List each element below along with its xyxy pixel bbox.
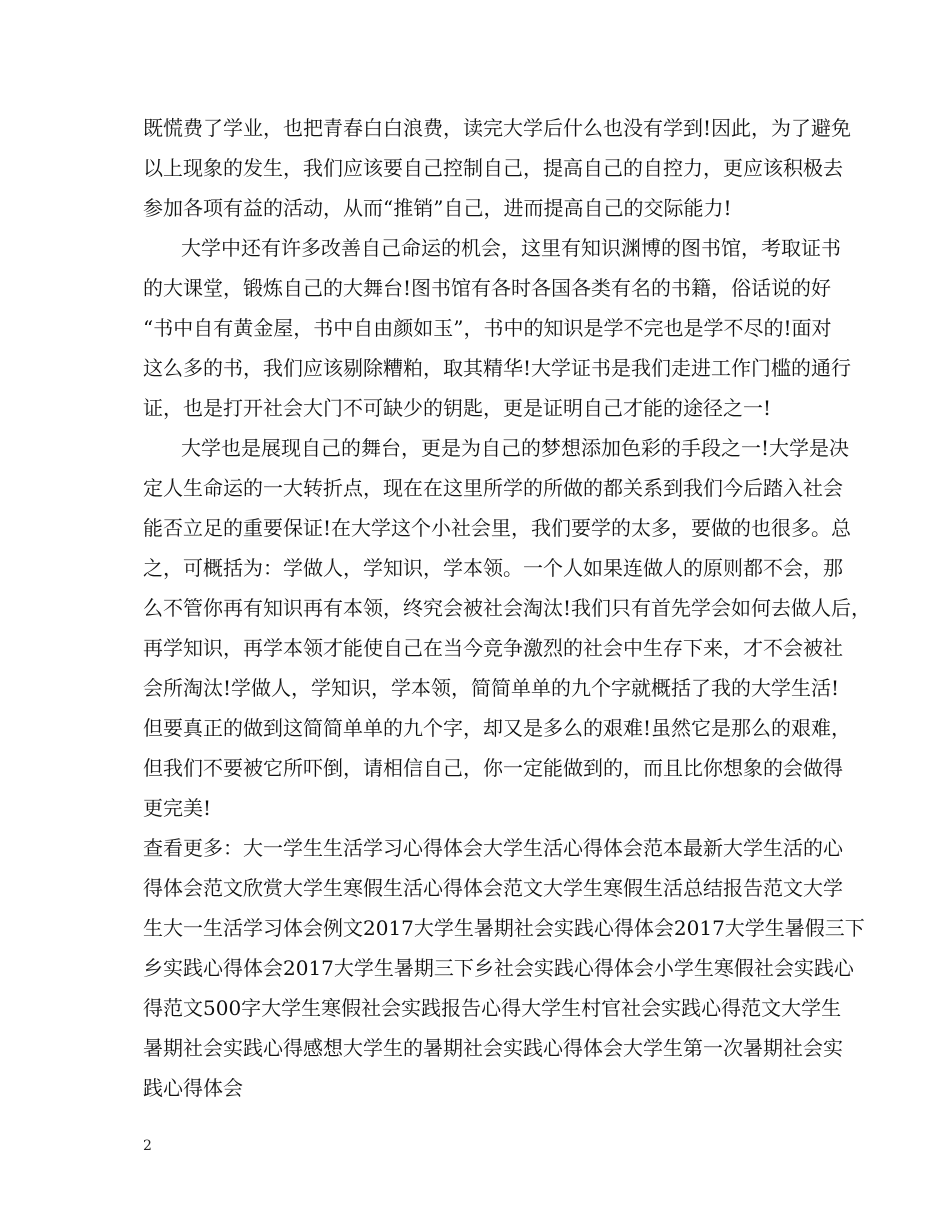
text-line: 查看更多：大一学生生活学习心得体会大学生活心得体会范本最新大学生活的心 <box>143 836 843 860</box>
text-line: 得范文500字大学生寒假社会实践报告心得大学生村官社会实践心得范文大学生 <box>143 996 842 1020</box>
text-line: 得体会范文欣赏大学生寒假生活心得体会范文大学生寒假生活总结报告范文大学 <box>143 876 843 900</box>
text-line: 大学也是展现自己的舞台，更是为自己的梦想添加色彩的手段之一!大学是决 <box>181 436 850 460</box>
text-line: 乡实践心得体会2017大学生暑期三下乡社会实践心得体会小学生寒假社会实践心 <box>143 956 854 980</box>
text-line: 生大一生活学习体会例文2017大学生暑期社会实践心得体会2017大学生暑假三下 <box>143 916 865 940</box>
text-line: 以上现象的发生，我们应该要自己控制自己，提高自己的自控力，更应该积极去 <box>143 156 843 180</box>
text-line: 这么多的书，我们应该剔除糟粕，取其精华!大学证书是我们走进工作门槛的通行 <box>143 356 852 380</box>
text-line: 暑期社会实践心得感想大学生的暑期社会实践心得体会大学生第一次暑期社会实 <box>143 1036 843 1060</box>
text-line: 践心得体会 <box>143 1076 243 1100</box>
text-line: 的大课堂，锻炼自己的大舞台!图书馆有各时各国各类有名的书籍，俗话说的好 <box>143 276 832 300</box>
text-line: 会所淘汰!学做人，学知识，学本领，简简单单的九个字就概括了我的大学生活! <box>143 676 840 700</box>
page-number: 2 <box>143 1138 152 1154</box>
text-line: 能否立足的重要保证!在大学这个小社会里，我们要学的太多，要做的也很多。总 <box>143 516 852 540</box>
text-line: 证，也是打开社会大门不可缺少的钥匙，更是证明自己才能的途径之一! <box>143 396 772 420</box>
text-line: 么不管你再有知识再有本领，终究会被社会淘汰!我们只有首先学会如何去做人后， <box>143 596 872 620</box>
text-line: 但要真正的做到这简简单单的九个字，却又是多么的艰难!虽然它是那么的艰难， <box>143 716 852 740</box>
text-line: 大学中还有许多改善自己命运的机会，这里有知识渊博的图书馆，考取证书 <box>181 236 841 260</box>
paragraph <box>143 428 872 828</box>
document-body <box>143 108 872 1108</box>
text-line: 更完美! <box>143 796 212 820</box>
text-line: 定人生命运的一大转折点，现在在这里所学的所做的都关系到我们今后踏入社会 <box>143 476 843 500</box>
text-line: 但我们不要被它所吓倒，请相信自己，你一定能做到的，而且比你想象的会做得 <box>143 756 843 780</box>
text-line: 再学知识，再学本领才能使自己在当今竞争激烈的社会中生存下来，才不会被社 <box>143 636 843 660</box>
text-line: “书中自有黄金屋，书中自由颜如玉”，书中的知识是学不完也是学不尽的!面对 <box>143 316 832 340</box>
related-links-paragraph <box>143 828 865 1108</box>
paragraph <box>143 108 852 228</box>
paragraph <box>143 228 852 428</box>
text-line: 参加各项有益的活动，从而“推销”自己，进而提高自己的交际能力! <box>143 196 732 220</box>
text-line: 既慌费了学业，也把青春白白浪费，读完大学后什么也没有学到!因此，为了避免 <box>143 116 852 140</box>
text-line: 之，可概括为：学做人，学知识，学本领。一个人如果连做人的原则都不会，那 <box>143 556 843 580</box>
